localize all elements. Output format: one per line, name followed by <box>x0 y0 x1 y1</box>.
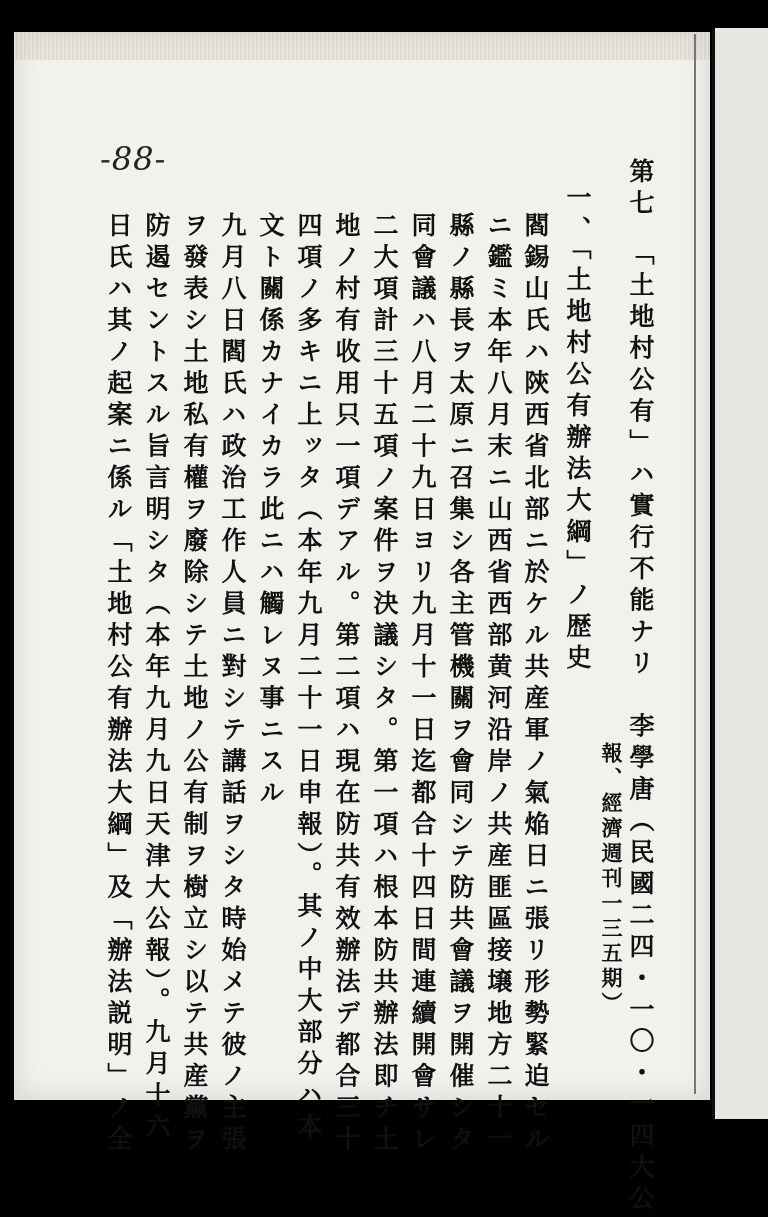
page-fold-line <box>694 34 696 1094</box>
text-column: 地ノ村有收用只一項デアル。第二項ハ現在防共有效辦法デ都合三十 <box>332 212 361 1157</box>
text-column: ヲ發表シ土地私有權ヲ廢除シテ土地ノ公有制ヲ樹立シ以テ共産黨ヲ <box>180 212 209 1157</box>
text-column: 縣ノ縣長ヲ太原ニ召集シ各主管機關ヲ會同シテ防共會議ヲ開催シタ <box>446 212 475 1157</box>
page-top-edge <box>14 32 710 60</box>
text-column: 文ト關係カナイカラ此ニハ觸レヌ事ニスル <box>256 212 285 811</box>
text-column: ニ鑑ミ本年八月末ニ山西省西部黄河沿岸ノ共産匪區接壌地方二十一 <box>484 212 513 1157</box>
page-number: -88- <box>100 140 167 178</box>
text-column: 同會議ハ八月二十九日ヨリ九月十一日迄都合十四日間連續開會サレ <box>408 212 437 1157</box>
text-column: 防遏セントスル旨言明シタ（本年九月九日天津大公報）。九月十六 <box>142 212 171 1145</box>
text-column: 二大項計三十五項ノ案件ヲ決議シタ。第一項ハ根本防共辦法即チ土 <box>370 212 399 1157</box>
text-column: 第七 「土地村公有」ハ實行不能ナリ 李學唐（民國二四・一〇・一四大公 <box>626 158 655 1217</box>
section-heading: 一、「土地村公有辦法大綱」ノ歴史 <box>563 184 592 676</box>
text-column: 日氏ハ其ノ起案ニ係ル「土地村公有辦法大綱」及「辦法説明」ノ全 <box>104 212 133 1157</box>
adjacent-page-edge <box>712 28 715 1119</box>
text-column: 閻錫山氏ハ陝西省北部ニ於ケル共産軍ノ氣焔日ニ張リ形勢緊迫セル <box>521 212 550 1157</box>
text-column: 報、經濟週刊一三五期） <box>599 742 624 1017</box>
text-column: 四項ノ多キニ上ッタ（本年九月二十一日申報）。其ノ中大部分ハ本 <box>294 212 323 1145</box>
adjacent-page-strip <box>712 28 768 1119</box>
text-column: 九月八日閻氏ハ政治工作人員ニ對シテ講話ヲシタ時始メテ彼ノ主張 <box>218 212 247 1157</box>
